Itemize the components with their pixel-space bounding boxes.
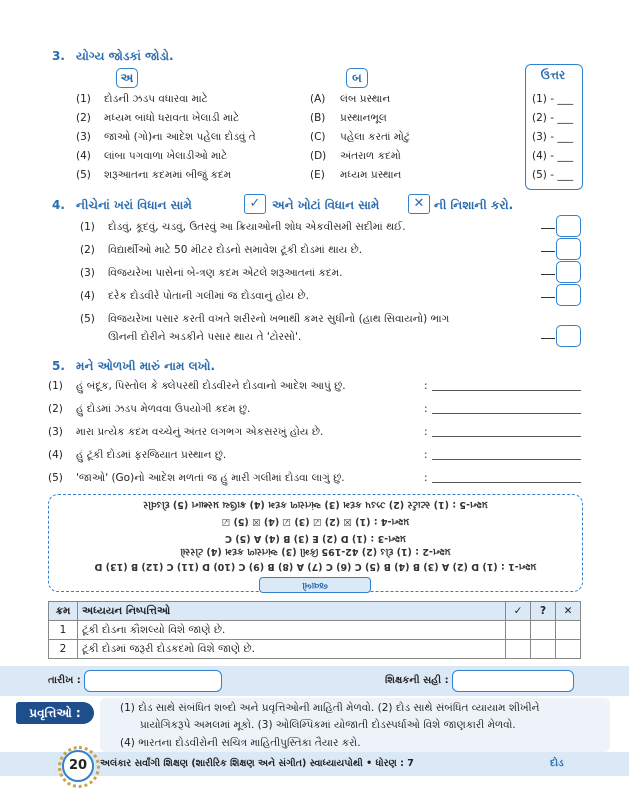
table-row [49, 621, 581, 640]
dash [541, 297, 555, 298]
book-title: અલંકાર સર્વાંગી શિક્ષણ (શારીરિક શિક્ષણ અને સંગીત) સ્વાધ્યાયપોથી • ધોરણ : 7 [100, 758, 414, 769]
q4-row-text: વિજયરેખા પાસેનાં બે-ત્રણ કદમ એટલે શરૂઆતનાં કદમ. [108, 267, 343, 279]
q3-row-b: પ્રસ્થાનભૂલ [340, 112, 387, 124]
q3-row-b: અંતરાળ કદમો [340, 150, 401, 162]
q3-row-letter: (E) [310, 169, 325, 181]
col-header-cross: ✕ [556, 602, 581, 621]
row-outcome: ટૂંકી દોડમાં જરૂરી દોડકદમો વિશે જાણે છે. [78, 640, 506, 659]
q3-number: 3. [52, 49, 65, 63]
q4-row-text: વિજયરેખા પસાર કરતી વખતે શરીરનો ખભાથી કમર સુધીનો (હાથ સિવાયનો) ભાગ [108, 313, 450, 325]
q4-row-number: (2) [80, 244, 95, 256]
colon: : [424, 472, 428, 484]
true-false-box[interactable] [556, 238, 581, 260]
q4-title-part2: અને ખોટાં વિધાન સામે [272, 198, 380, 212]
q5-answer-line[interactable] [432, 390, 581, 391]
signature-field[interactable] [452, 670, 574, 692]
q5-number: 5. [52, 359, 65, 373]
tick-cell[interactable] [506, 621, 531, 640]
q3-row-number: (2) [76, 112, 91, 124]
cross-cell[interactable] [556, 640, 581, 659]
col-header-outcome: અધ્યયન નિષ્પત્તિઓ [78, 602, 506, 621]
q4-row-text: વિદ્યાર્થીઓ માટે 50 મીટર દોડનો સમાવેશ ટૂંકી દોડમાં થાય છે. [108, 244, 363, 256]
column-a-header: અ [116, 68, 138, 88]
question-cell[interactable] [531, 640, 556, 659]
row-number: 2 [49, 640, 78, 659]
q3-row-b: પહેલા કરતાં મોટું [340, 131, 410, 143]
row-outcome: ટૂંકી દોડના કૌશલ્યો વિશે જાણે છે. [78, 621, 506, 640]
q3-row-letter: (B) [310, 112, 326, 124]
q5-row-text: હું દોડમાં ઝડપ મેળવવા ઉપયોગી કદમ છું. [76, 403, 251, 415]
q4-number: 4. [52, 198, 65, 212]
colon: : [424, 449, 428, 461]
answer-key-q1: પ્રશ્ન-1 : (1) D (2) A (3) B (4) B (5) C (6) C (7) A (8) B (9) C (10) D (11) C (12) B (13) D [94, 561, 537, 572]
question-cell[interactable] [531, 621, 556, 640]
q3-row-a: મધ્યમ બાંધો ધરાવતા ખેલાડી માટે [104, 112, 240, 124]
q3-row-number: (5) [76, 169, 91, 181]
answer-column-header: ઉત્તર [540, 68, 566, 82]
answer-key-q2: પ્રશ્ન-2 : (1) દોડ (2) 42-195 કિમી (3) અંતરાળ કદમ (4) ટોરસો [180, 546, 451, 557]
q4-row-number: (5) [80, 313, 95, 325]
tick-mark-icon: ✓ [244, 194, 266, 214]
activities-line-2: પ્રાયોગિકરૂપે અમલમાં મૂકો. (3) ઓલિમ્પિકમાં યોજાતી દોડસ્પર્ધાઓ વિશે જાણકારી મેળવો. [140, 719, 516, 731]
answer-key-q3: પ્રશ્ન-3 : (1) D (2) E (3) B (4) A (5) C [225, 533, 407, 544]
column-b-header: બ [346, 68, 368, 88]
q5-answer-line[interactable] [432, 413, 581, 414]
col-header-number: ક્રમ [49, 602, 78, 621]
col-header-tick: ✓ [506, 602, 531, 621]
q5-answer-line[interactable] [432, 436, 581, 437]
q3-title: યોગ્ય જોડકાં જોડો. [76, 49, 174, 63]
q4-title-part3: ની નિશાની કરો. [434, 198, 514, 212]
activities-line-3: (4) ભારતના દોડવીરોની સચિત્ર માહિતીપુસ્તિકા તૈયાર કરો. [120, 737, 361, 749]
table-row [49, 640, 581, 659]
q5-row-number: (1) [48, 380, 63, 392]
q3-answer-blank[interactable]: (1) - ___ [532, 93, 574, 105]
activities-label: પ્રવૃત્તિઓ : [16, 702, 94, 724]
true-false-box[interactable] [556, 215, 581, 237]
q5-title: મને ઓળખી મારું નામ લખો. [76, 359, 216, 373]
dash [541, 228, 555, 229]
dash [541, 338, 555, 339]
q5-row-number: (4) [48, 449, 63, 461]
q3-row-letter: (C) [310, 131, 326, 143]
signature-label: શિક્ષકની સહી : [385, 675, 449, 686]
q3-row-b: મધ્યમ પ્રસ્થાન [340, 169, 402, 181]
dash [541, 274, 555, 275]
q5-row-text: હું ટૂંકી દોડમાં ફરજિયાત પ્રસ્થાન છું. [76, 449, 227, 461]
date-label: તારીખ : [48, 675, 81, 686]
q5-answer-line[interactable] [432, 482, 581, 483]
row-number: 1 [49, 621, 78, 640]
q3-row-a: દોડની ઝડપ વધારવા માટે [104, 93, 208, 105]
q3-row-a: શરૂઆતના કદમમાં બીજું કદમ [104, 169, 232, 181]
q4-row-text-continued: ઊનની દોરીને અડકીને પસાર થાય તે 'ટોરસો'. [108, 331, 302, 343]
q5-answer-line[interactable] [432, 459, 581, 460]
q4-title-part1: નીચેનાં ખરાં વિધાન સામે [76, 198, 192, 212]
cross-cell[interactable] [556, 621, 581, 640]
tick-cell[interactable] [506, 640, 531, 659]
q5-row-number: (3) [48, 426, 63, 438]
q5-row-number: (5) [48, 472, 63, 484]
colon: : [424, 403, 428, 415]
q4-row-number: (3) [80, 267, 95, 279]
q3-row-number: (4) [76, 150, 91, 162]
q4-row-text: દરેક દોડવીરે પોતાની ગલીમાં જ દોડવાનું હોય છે. [108, 290, 309, 302]
q3-row-number: (1) [76, 93, 91, 105]
q5-row-text: મારા પ્રત્યેક કદમ વચ્ચેનું અંતર લગભગ એકસરખું હોય છે. [76, 426, 324, 438]
date-field[interactable] [84, 670, 222, 692]
q3-row-number: (3) [76, 131, 91, 143]
answer-key-title: જવાબો [302, 580, 328, 590]
answer-key-q5: પ્રશ્ન-5 : (1) સ્ટાર્ટર (2) ઝડપ કદમ (3) અંતરાળ કદમ (4) ક્રાઉચ પ્રસ્થાન (5) દોડવીર [143, 499, 488, 510]
answer-key-title-box [259, 577, 371, 593]
answer-key-box [48, 494, 583, 592]
colon: : [424, 426, 428, 438]
q4-row-number: (4) [80, 290, 95, 302]
q5-row-number: (2) [48, 403, 63, 415]
table-header-row [49, 602, 581, 621]
q3-answer-blank[interactable]: (2) - ___ [532, 112, 574, 124]
activities-line-1: (1) દોડ સાથે સંબંધિત શબ્દો અને પ્રવૃત્તિઓની માહિતી મેળવો. (2) દોડ સાથે સંબંધિત વ્યાયામ શીખીને [120, 702, 540, 714]
colon: : [424, 380, 428, 392]
chapter-topic: દોડ [550, 758, 564, 769]
q3-row-a: લાંબા પગવાળા ખેલાડીઓ માટે [104, 150, 228, 162]
true-false-box[interactable] [556, 261, 581, 283]
col-header-question: ? [531, 602, 556, 621]
learning-outcomes-table [48, 601, 581, 659]
q4-row-number: (1) [80, 221, 95, 233]
q3-answer-blank[interactable]: (5) - ___ [532, 169, 574, 181]
q5-row-text: હું બંદૂક, પિસ્તોલ કે ક્લેપરથી દોડવીરને દોડવાનો આદેશ આપું છું. [76, 380, 346, 392]
q3-row-a: જાઓ (ગો)ના આદેશ પહેલા દોડવું તે [104, 131, 256, 143]
true-false-box[interactable] [556, 284, 581, 306]
answer-key-q4: પ્રશ્ન-4 : (1) ☒ (2) ☑ (3) ☑ (4) ☒ (5) ☑ [221, 516, 410, 527]
q5-row-text: 'જાઓ' (Go)નો આદેશ મળતાં જ હું મારી ગલીમાં દોડવા લાગું છું. [76, 472, 345, 484]
q3-row-b: લંબ પ્રસ્થાન [340, 93, 391, 105]
dash [541, 251, 555, 252]
true-false-box[interactable] [556, 325, 581, 347]
cross-mark-icon: ✕ [408, 194, 430, 214]
q4-row-text: દોડવું, કૂદવું, ચડવું, ઉતરવું આ ક્રિયાઓની શોધ એકવીસમી સદીમાં થઈ. [108, 221, 406, 233]
q3-row-letter: (D) [310, 150, 327, 162]
q3-row-letter: (A) [310, 93, 326, 105]
q3-answer-blank[interactable]: (3) - ___ [532, 131, 574, 143]
q3-answer-blank[interactable]: (4) - ___ [532, 150, 574, 162]
page-number: 20 [62, 750, 94, 782]
